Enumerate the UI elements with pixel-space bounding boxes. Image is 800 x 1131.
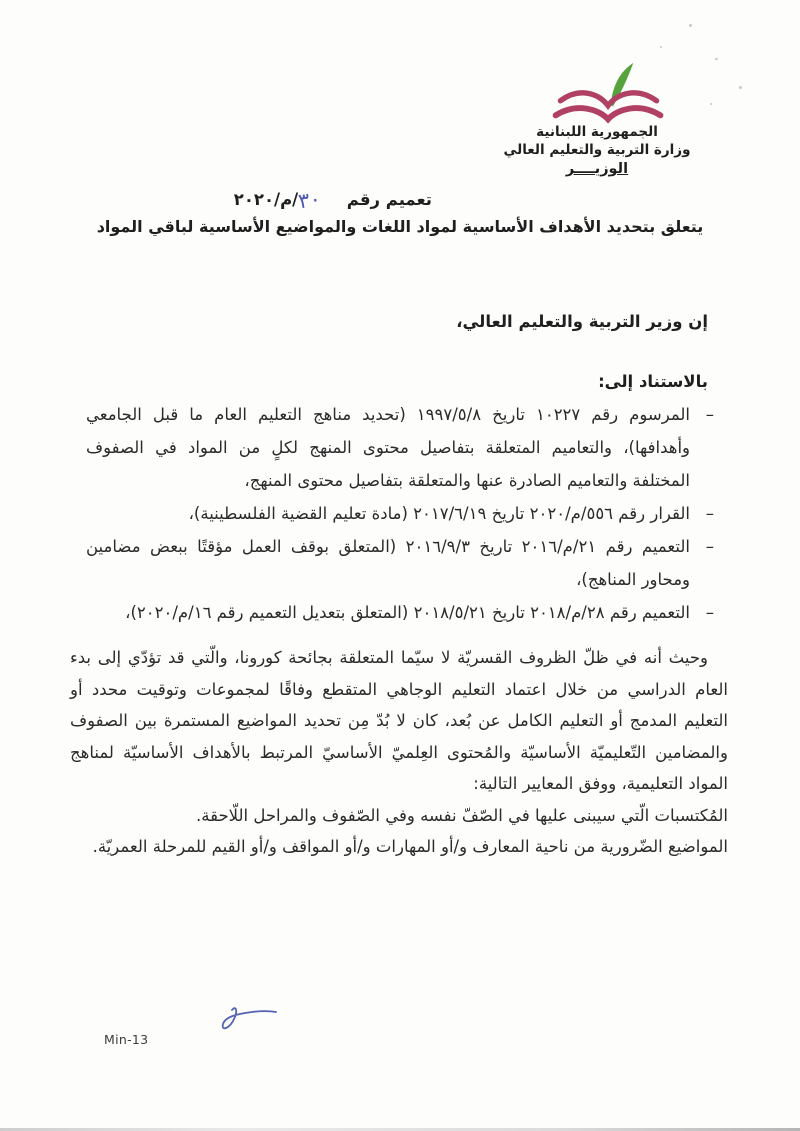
scan-speck: [710, 103, 712, 105]
list-item: [86, 398, 714, 497]
scan-speck: [715, 58, 718, 60]
whereas-paragraph: وحيث أنه في ظلّ الظروف القسريّة لا سيّما المتعلقة بجائحة كورونا، والّتي قد تؤدّي إلى بدء العام الدراسي من خلال اعتماد التعليم الوجاهي المتقطع وفاقًا لمجموعات وتوقيت محدد أو التعليم المدمج أو التعليم الكامل عن بُعد، كان لا بُدّ مِن تحديد المواضيع المستمرة بين الصفوف والمضامين التّعليميّة الأساسيّة والمُحتوى العِلميّ الأساسيّ المرتبط بالأهداف الأساسيّة لمناهج المواد التعليمية، ووفق المعايير التالية:: [70, 648, 728, 793]
circular-number-prefix: تعميم رقم: [346, 190, 432, 209]
scan-speck: [739, 86, 742, 89]
dash-bullet-icon: –: [705, 504, 714, 523]
basis-heading: بالاستناد إلى:: [598, 372, 708, 391]
circular-subject: يتعلق بتحديد الأهداف الأساسية لمواد اللغات والمواضيع الأساسية لباقي المواد: [96, 217, 704, 236]
list-item: [86, 497, 714, 530]
list-item: [86, 596, 714, 629]
dash-bullet-icon: –: [705, 603, 714, 622]
references-list: [86, 398, 714, 629]
scan-speck: [660, 46, 662, 48]
circular-number-line: [233, 186, 432, 214]
minister-title: الوزيــــر: [565, 161, 629, 177]
dash-bullet-icon: –: [705, 405, 714, 424]
ministry-name: وزارة التربية والتعليم العالي: [503, 142, 691, 158]
scan-speck: [689, 24, 692, 27]
salutation-line: إن وزير التربية والتعليم العالي،: [456, 312, 708, 331]
reference-text: التعميم رقم ٢١/م/٢٠١٦ تاريخ ٢٠١٦/٩/٣ (المتعلق بوقف العمل مؤقتًا ببعض مضامين ومحاور المناهج)،: [86, 537, 690, 589]
reference-text: التعميم رقم ٢٨/م/٢٠١٨ تاريخ ٢٠١٨/٥/٢١ (المتعلق بتعديل التعميم رقم ١٦/م/٢٠٢٠)،: [125, 603, 690, 622]
list-item: [86, 530, 714, 596]
circular-number-suffix: /م/٢٠٢٠: [233, 190, 299, 209]
letterhead: [490, 124, 704, 179]
criterion-line: المواضيع الضّرورية من ناحية المعارف و/أو المهارات و/أو المواقف و/أو القيم للمرحلة العمريّة.: [92, 837, 728, 856]
ministry-logo-icon: [550, 60, 668, 128]
reference-text: القرار رقم ٥٥٦/م/٢٠٢٠ تاريخ ٢٠١٧/٦/١٩ (مادة تعليم القضية الفلسطينية)،: [188, 504, 690, 523]
dash-bullet-icon: –: [705, 537, 714, 556]
whereas-section: [70, 642, 728, 863]
reference-text: المرسوم رقم ١٠٢٢٧ تاريخ ١٩٩٧/٥/٨ (تحديد مناهج التعليم العام ما قبل الجامعي وأهدافها)، والتعاميم المتعلقة بتفاصيل محتوى المنهج لكلٍ من المواد في الصفوف المختلفة والتعاميم الصادرة عنها والمتعلقة بتفاصيل محتوى المنهج،: [86, 405, 690, 490]
criterion-line: المُكتسبات الّتي سيبنى عليها في الصّفّ نفسه وفي الصّفوف والمراحل اللّاحقة.: [196, 805, 728, 825]
republic-name: الجمهورية اللبنانية: [536, 124, 658, 140]
pen-signature-mark: [210, 1002, 280, 1042]
page-code: Min-13: [104, 1032, 149, 1047]
handwritten-circular-number: ٣٠: [296, 186, 323, 214]
